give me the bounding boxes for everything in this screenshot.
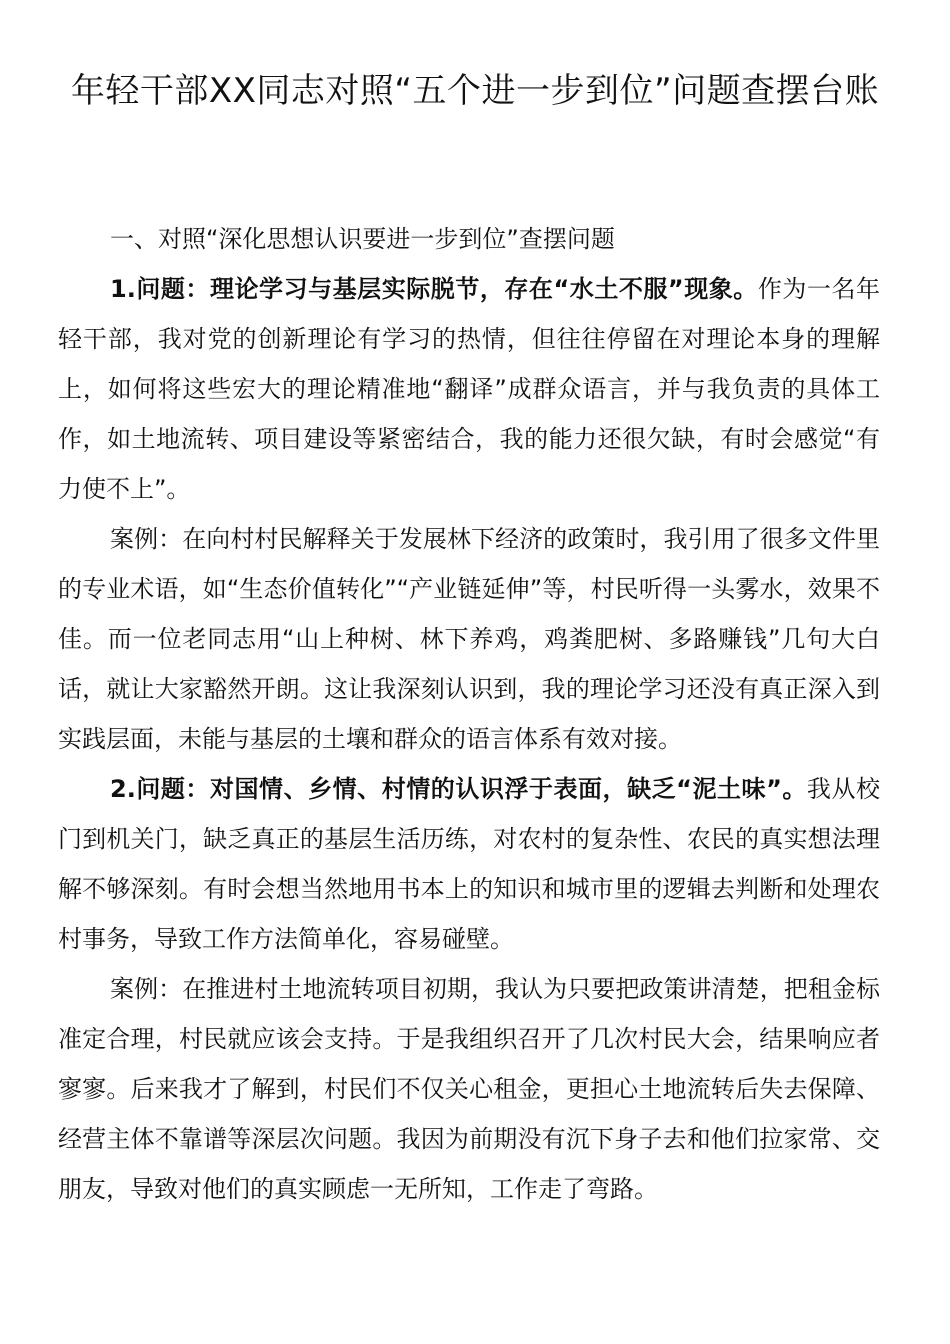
problem-heading-2: 2.问题：对国情、乡情、村情的认识浮于表面，缺乏“泥土味”。 <box>110 775 807 803</box>
case-paragraph-1: 案例：在向村村民解释关于发展林下经济的政策时，我引用了很多文件里的专业术语，如“生态价值转化”“产业链延伸”等，村民听得一头雾水，效果不佳。而一位老同志用“山上种树、林下养鸡，鸡粪肥树、多路赚钱”几句大白话，就让大家豁然开朗。这让我深刻认识到，我的理论学习还没有真正深入到实践层面，未能与基层的土壤和群众的语言体系有效对接。 <box>58 525 880 753</box>
section-heading: 一、对照“深化思想认识要进一步到位”查摆问题 <box>110 225 615 253</box>
document-title: 年轻干部XX同志对照“五个进一步到位”问题查摆台账 <box>70 71 880 111</box>
document-body <box>58 214 880 1214</box>
problem-paragraph-1 <box>58 264 880 514</box>
problem-paragraph-2 <box>58 764 880 964</box>
problem-text-2: 我从校门到机关门，缺乏真正的基层生活历练，对农村的复杂性、农民的真实想法理解不够深刻。有时会想当然地用书本上的知识和城市里的逻辑去判断和处理农村事务，导致工作方法简单化，容易碰壁。 <box>58 775 880 953</box>
case-paragraph-2: 案例：在推进村土地流转项目初期，我认为只要把政策讲清楚，把租金标准定合理，村民就应该会支持。于是我组织召开了几次村民大会，结果响应者寥寥。后来我才了解到，村民们不仅关心租金，更担心土地流转后失去保障、经营主体不靠谱等深层次问题。我因为前期没有沉下身子去和他们拉家常、交朋友，导致对他们的真实顾虑一无所知，工作走了弯路。 <box>58 975 880 1203</box>
problem-heading-1: 1.问题：理论学习与基层实际脱节，存在“水土不服”现象。 <box>110 275 758 303</box>
problem-text-1: 作为一名年轻干部，我对党的创新理论有学习的热情，但往往停留在对理论本身的理解上，如何将这些宏大的理论精准地“翻译”成群众语言，并与我负责的具体工作，如土地流转、项目建设等紧密结合，我的能力还很欠缺，有时会感觉“有力使不上”。 <box>58 275 880 503</box>
